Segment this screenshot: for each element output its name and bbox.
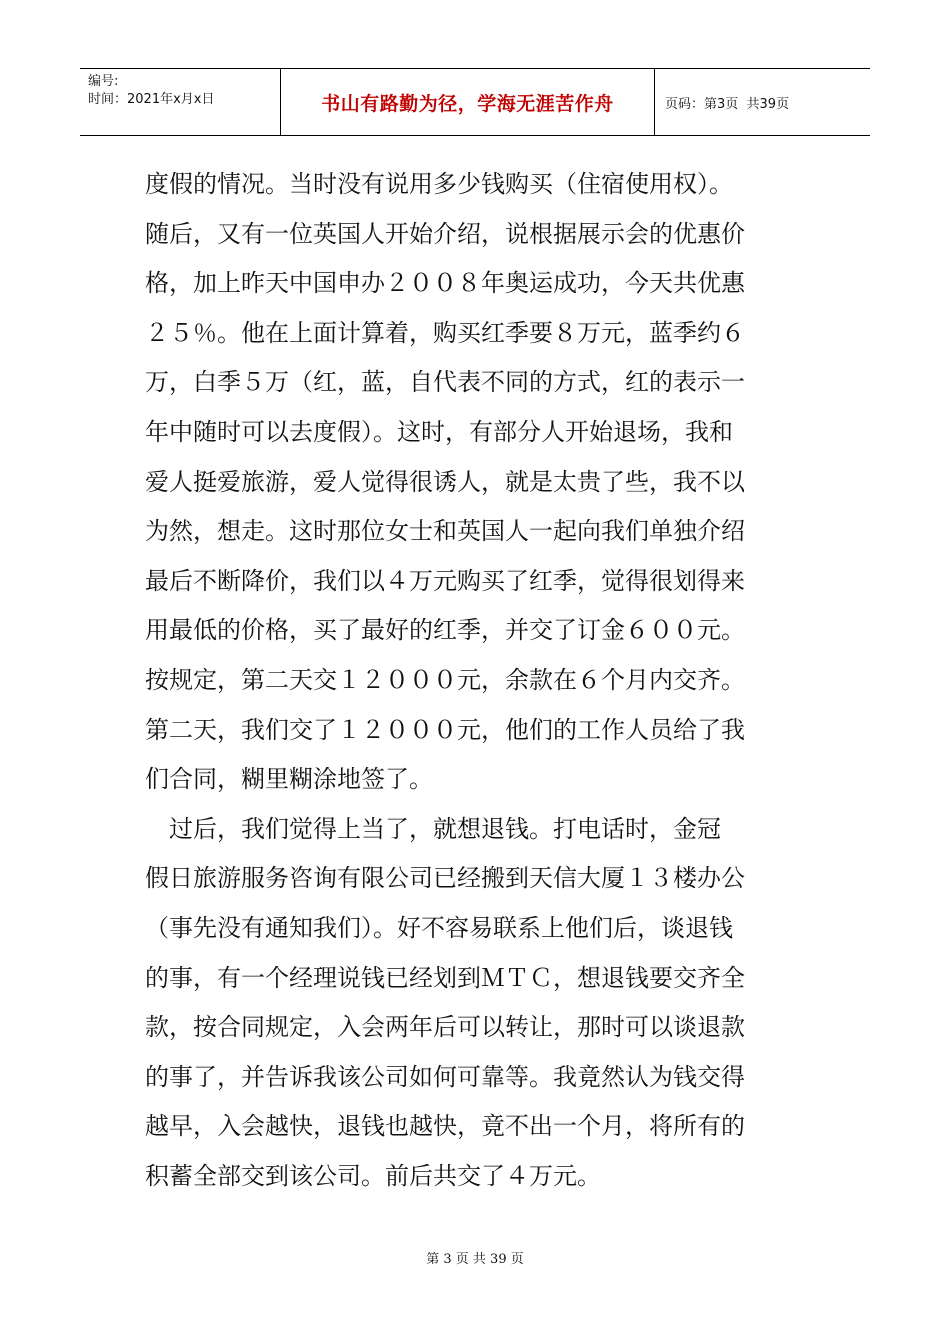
text-line: 最后不断降价，我们以４万元购买了红季，觉得很划得来 <box>145 566 745 595</box>
page-header <box>80 68 870 136</box>
text-line: ２５％。他在上面计算着，购买红季要８万元，蓝季约６ <box>145 318 745 347</box>
text-line: 度假的情况。当时没有说用多少钱购买（住宿使用权）。 <box>145 170 733 198</box>
text-line: 的事了，并告诉我该公司如何可靠等。我竟然认为钱交得 <box>145 1062 745 1091</box>
text-line: 为然，想走。这时那位女士和英国人一起向我们单独介绍 <box>145 517 745 546</box>
header-motto: 书山有路勤为径，学海无涯苦作舟 <box>281 69 655 135</box>
text-line: 的事，有一个经理说钱已经划到ＭＴＣ，想退钱要交齐全 <box>145 963 745 992</box>
page-footer: 第 3 页 共 39 页 <box>426 1252 524 1267</box>
paragraph-2 <box>145 805 813 1202</box>
header-page-info: 页码：第3页 共39页 <box>665 96 790 112</box>
text-line: 随后，又有一位英国人开始介绍，说根据展示会的优惠价 <box>145 219 745 248</box>
text-line: 过后，我们觉得上当了，就想退钱。打电话时，金冠 <box>145 814 721 843</box>
text-line: 爱人挺爱旅游，爱人觉得很诱人，就是太贵了些，我不以 <box>145 467 745 496</box>
date-label: 时间：2021年x月x日 <box>88 92 215 107</box>
text-line: 年中随时可以去度假）。这时，有部分人开始退场，我和 <box>145 417 733 446</box>
text-line: 款，按合同规定，入会两年后可以转让，那时可以谈退款 <box>145 1013 745 1042</box>
text-line: 格，加上昨天中国申办２００８年奥运成功，今天共优惠 <box>145 269 745 298</box>
text-line: 们合同，糊里糊涂地签了。 <box>145 765 433 794</box>
text-line: 第二天，我们交了１２０００元，他们的工作人员给了我 <box>145 715 745 744</box>
text-line: 按规定，第二天交１２０００元，余款在６个月内交齐。 <box>145 665 745 694</box>
text-line: 假日旅游服务咨询有限公司已经搬到天信大厦１３楼办公 <box>145 864 745 893</box>
text-line: 越早，入会越快，退钱也越快，竟不出一个月，将所有的 <box>145 1112 745 1141</box>
serial-number-label: 编号: <box>88 74 119 89</box>
text-line: 用最低的价格，买了最好的红季，并交了订金６００元。 <box>145 616 745 645</box>
text-line: 万，白季５万（红，蓝，自代表不同的方式，红的表示一 <box>145 368 745 397</box>
paragraph-1 <box>145 160 813 805</box>
document-body <box>145 160 813 1201</box>
text-line: 积蓄全部交到该公司。前后共交了４万元。 <box>145 1161 601 1190</box>
header-meta <box>80 69 281 135</box>
text-line: （事先没有通知我们）。好不容易联系上他们后，谈退钱 <box>145 913 733 942</box>
